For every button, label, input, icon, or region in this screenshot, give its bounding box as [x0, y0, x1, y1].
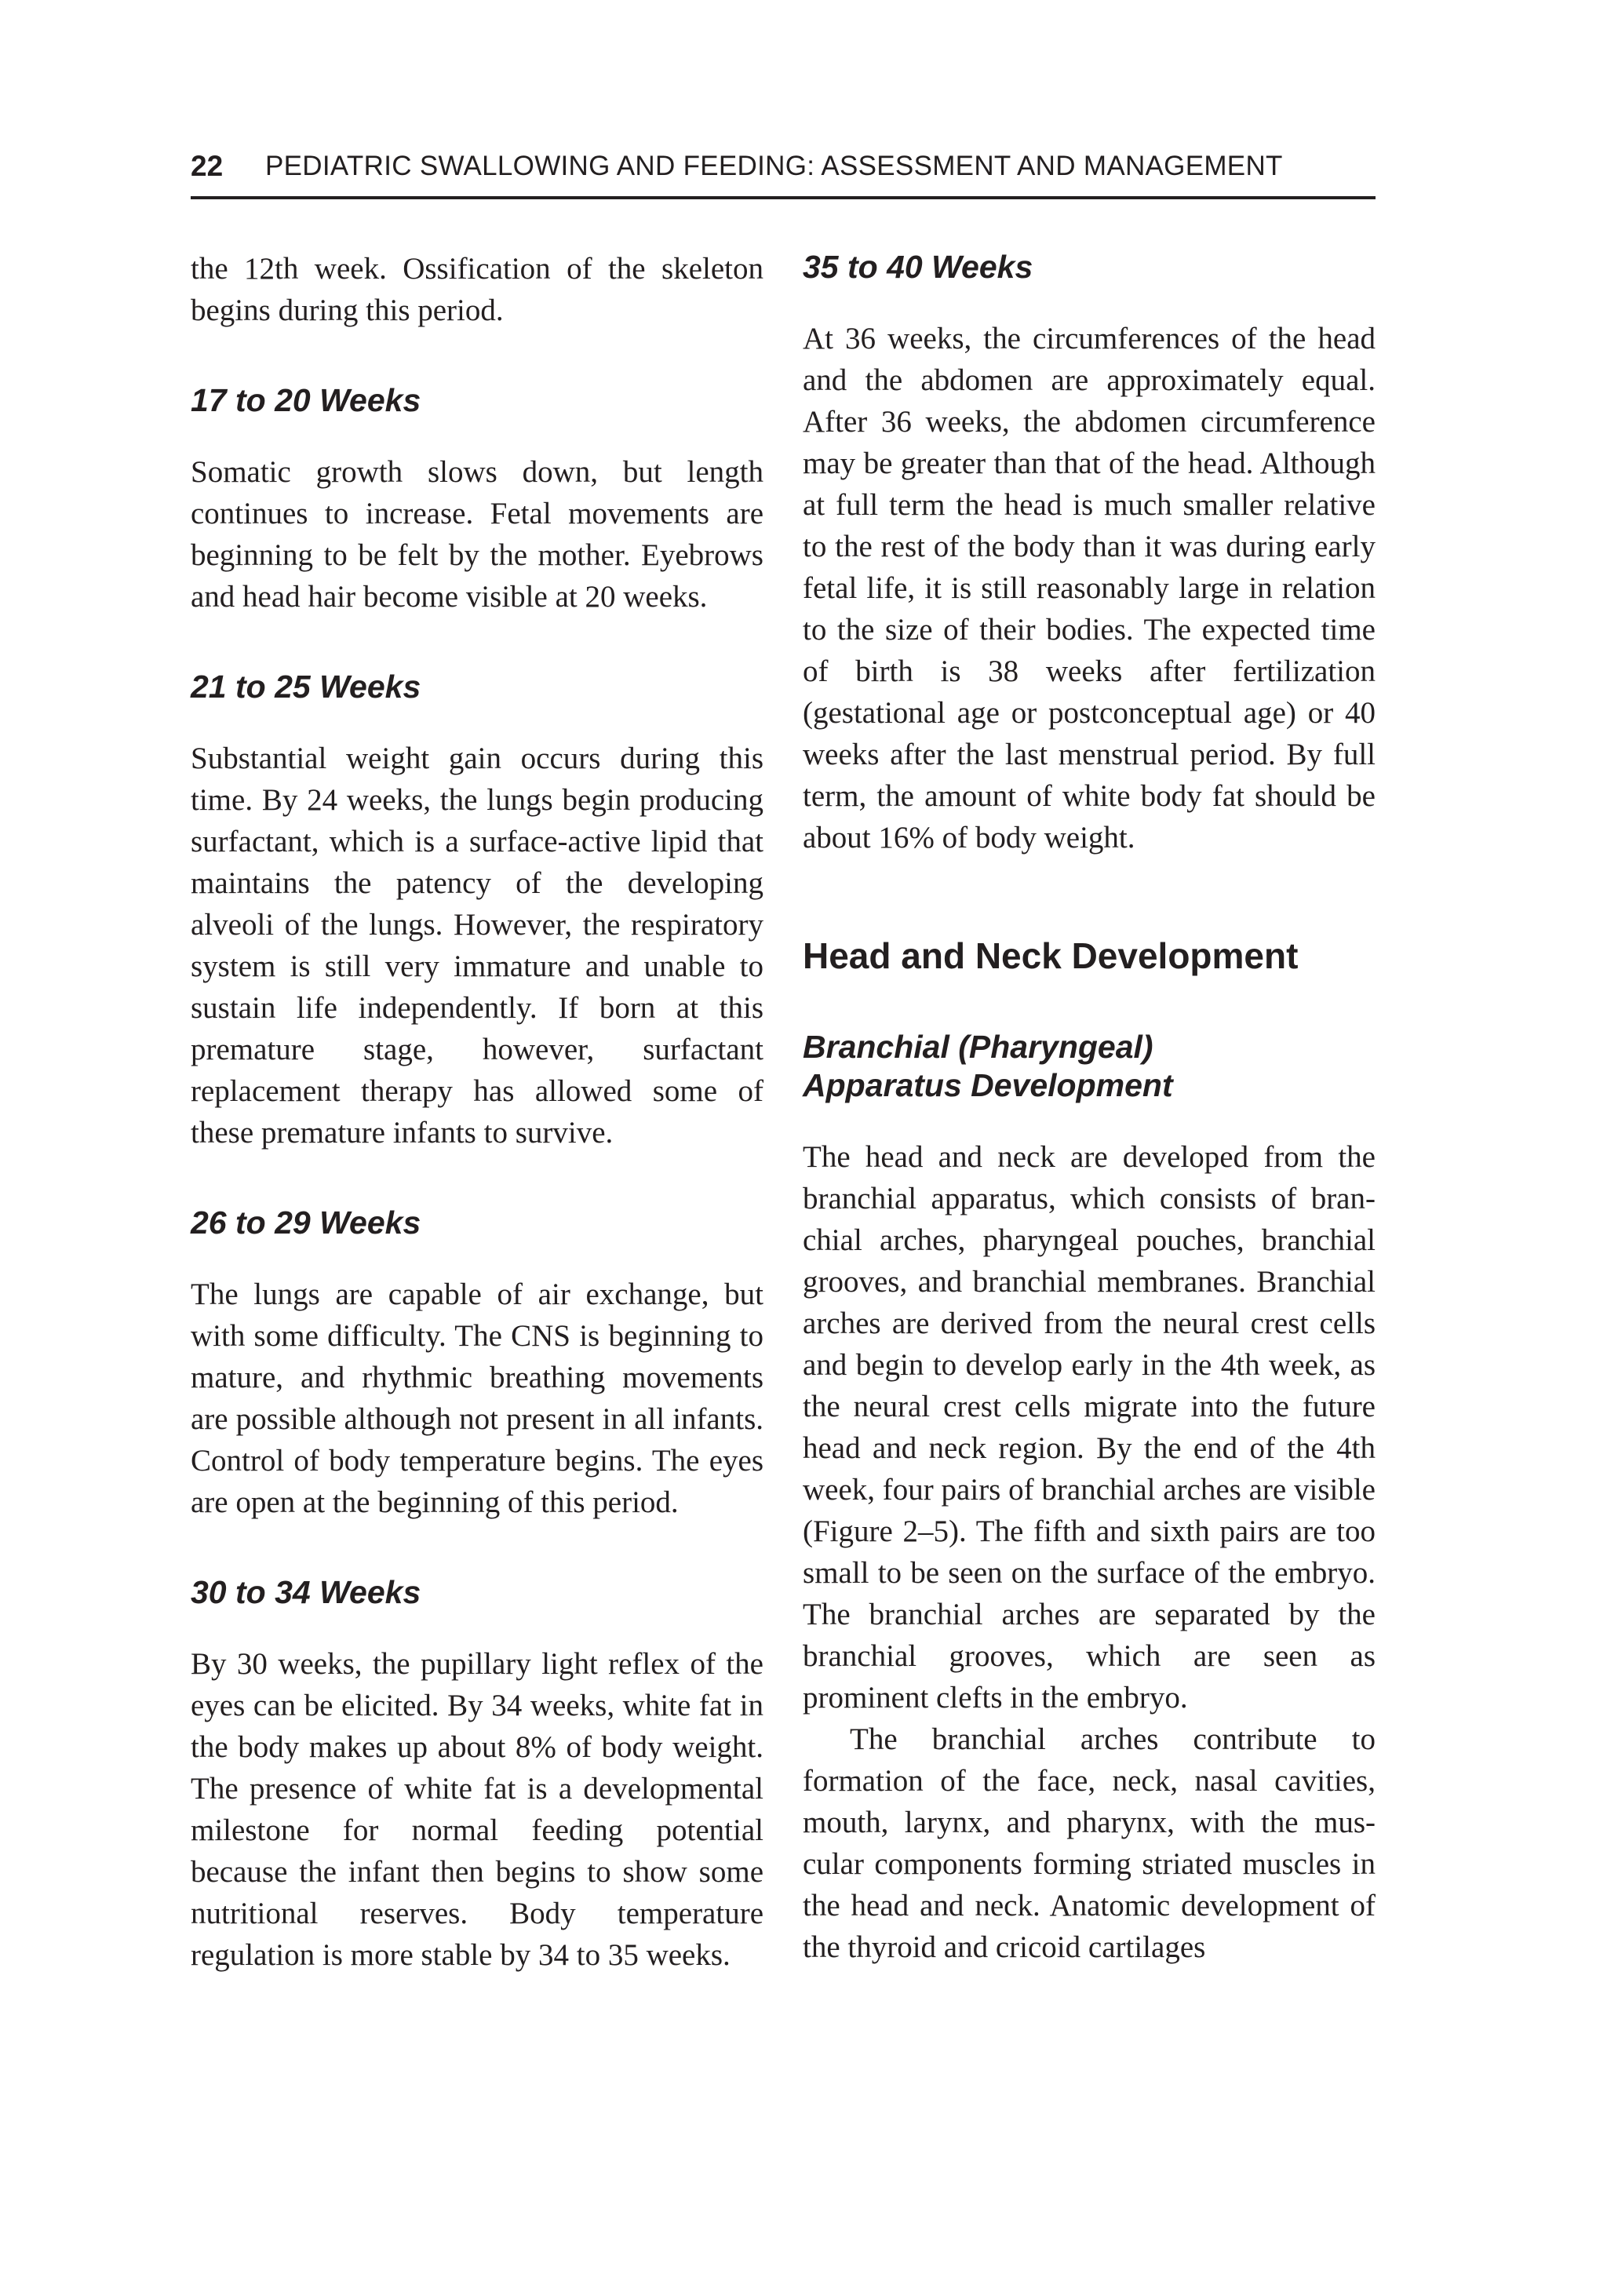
- page-header: [191, 149, 1376, 199]
- paragraph-35-40-weeks: At 36 weeks, the circumferences of the head and the abdomen are approximately equal. After 36 weeks, the abdomen circumference may be greater than that of the head. Although at full term the head is much smaller relative to the rest of the body than it was during early fetal life, it is still reasonably large in relation to the size of their bodies. The expected time of birth is 38 weeks after fertilization (gestational age or postconceptual age) or 40 weeks after the last menstrual period. By full term, the amount of white body fat should be about 16% of body weight.: [803, 322, 1376, 855]
- paragraph-17-20-weeks: Somatic growth slows down, but length continues to increase. Fetal movements are beginning to be felt by the mother. Eyebrows and head hair become visible at 20 weeks.: [191, 455, 763, 614]
- heading-branchial-apparatus: [803, 1028, 1376, 1105]
- paragraph-30-34-weeks: By 30 weeks, the pupillary light reflex of the eyes can be elicited. By 34 weeks, white fat in the body makes up about 8% of body weight. The presence of white fat is a developmental milestone for normal feeding potential because the infant then begins to show some nutritional reserves. Body temperature regulation is more stable by 34 to 35 weeks.: [191, 1647, 763, 1972]
- paragraph-branchial-2: The branchial arches contribute to formation of the face, neck, nasal cavities, mouth, larynx, and pharynx, with the muscular components forming striated muscles in the head and neck. Anatomic development of the thyroid and cricoid cartilages: [803, 1722, 1376, 1964]
- paragraph-21-25-weeks: Substantial weight gain occurs during this time. By 24 weeks, the lungs begin producing surfactant, which is a surface-active lipid that maintains the patency of the developing alveoli of the lungs. However, the respiratory system is still very immature and unable to sustain life independently. If born at this premature stage, however, surfactant replacement therapy has allowed some of these premature infants to survive.: [191, 742, 763, 1150]
- running-title: PEDIATRIC SWALLOWING AND FEEDING: ASSESSMENT AND MANAGEMENT: [265, 151, 1283, 181]
- heading-17-20-weeks: 17 to 20 Weeks: [191, 382, 421, 418]
- intro-paragraph: the 12th week. Ossification of the skeleton begins during this period.: [191, 252, 763, 327]
- heading-head-neck-development: Head and Neck Development: [803, 935, 1299, 976]
- heading-35-40-weeks: 35 to 40 Weeks: [803, 249, 1033, 285]
- heading-21-25-weeks: 21 to 25 Weeks: [191, 669, 421, 705]
- page-number: 22: [191, 150, 224, 182]
- right-column: [803, 248, 1376, 1968]
- heading-branchial-line2: Apparatus Development: [803, 1067, 1173, 1103]
- left-column: [191, 248, 763, 1976]
- heading-branchial-line1: Branchial (Pharyngeal): [803, 1029, 1153, 1065]
- paragraph-26-29-weeks: The lungs are capable of air exchange, but with some difficulty. The CNS is beginning to mature, and rhythmic breathing movements are possible although not present in all infants. Control of body temperature begins. The eyes are open at the beginning of this period.: [191, 1277, 763, 1519]
- heading-26-29-weeks: 26 to 29 Weeks: [191, 1204, 421, 1241]
- heading-30-34-weeks: 30 to 34 Weeks: [191, 1574, 421, 1610]
- paragraph-branchial-1: The head and neck are developed from the branchial apparatus, which consists of branchial arches, pharyngeal pouches, branchial grooves, and branchial membranes. Branchial arches are derived from the neural crest cells and begin to develop early in the 4th week, as the neural crest cells migrate into the future head and neck region. By the end of the 4th week, four pairs of branchial arches are visible (Figure 2–5). The fifth and sixth pairs are too small to be seen on the surface of the embryo. The branchial arches are separated by the branchial grooves, which are seen as prominent clefts in the embryo.: [803, 1140, 1376, 1715]
